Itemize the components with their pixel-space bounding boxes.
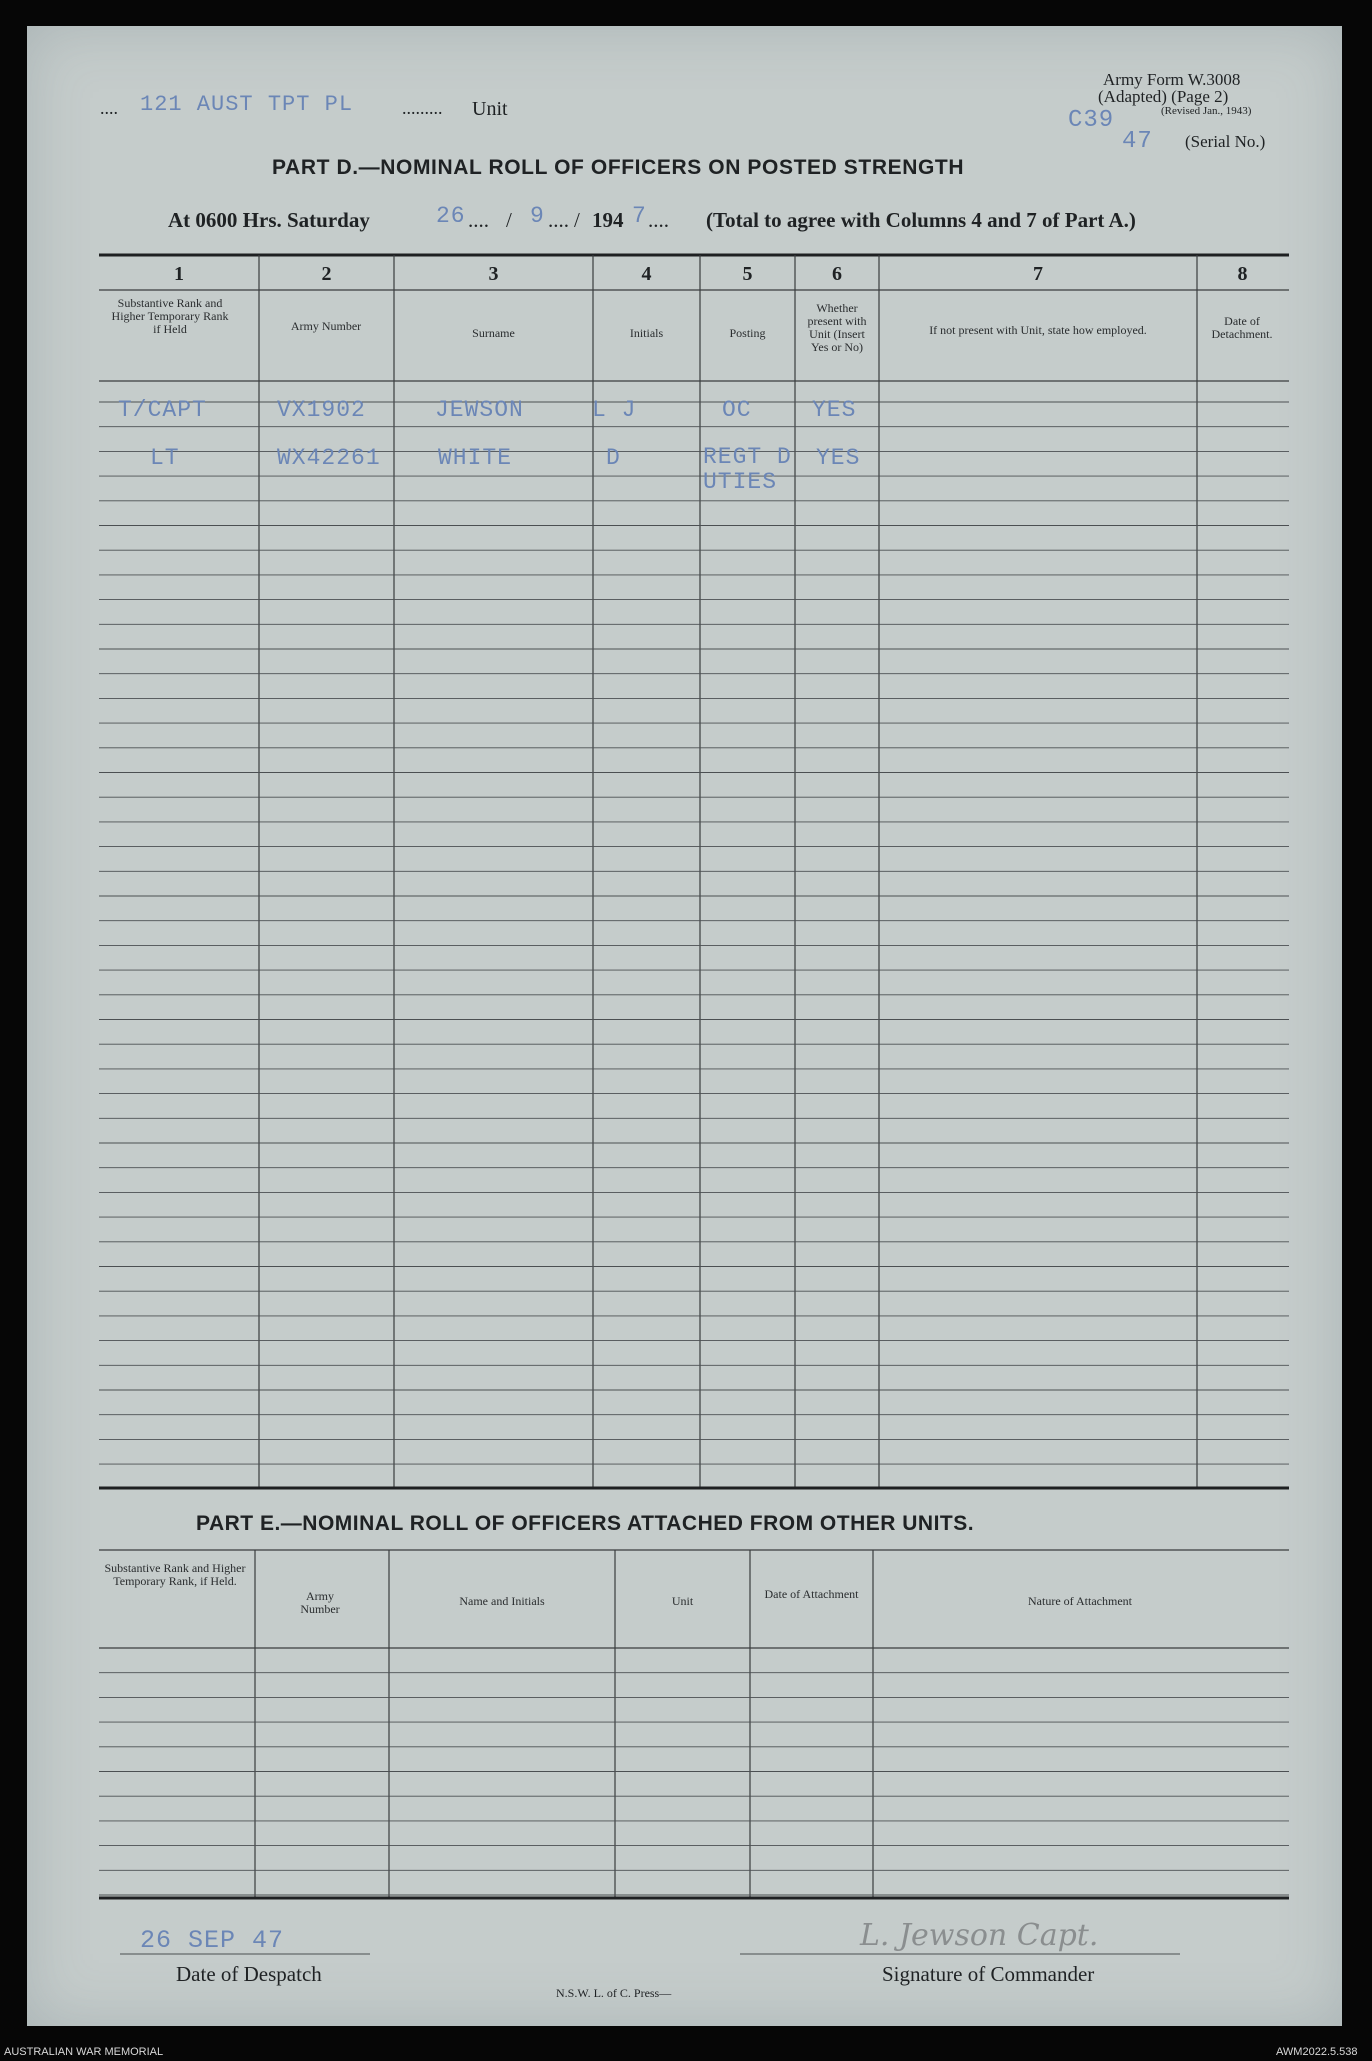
despatch-date: 26 SEP 47 (140, 1926, 285, 1955)
col-number-8: 8 (1237, 263, 1248, 285)
row-1-posting: OC (722, 397, 752, 423)
date-dots-2: .... (548, 208, 569, 232)
part-d-title: PART D.—NOMINAL ROLL OF OFFICERS ON POSTED STRENGTH (272, 156, 965, 179)
serial-typed: C39 (1068, 107, 1115, 134)
col-header-posting: Posting (729, 326, 766, 340)
row-2-initials: D (606, 445, 621, 471)
row-2-rank: LT (150, 445, 180, 471)
printer-imprint: N.S.W. L. of C. Press— (556, 1986, 672, 2000)
row-2-number: WX42261 (277, 445, 381, 471)
e-col-header-date: Date of Attachment (764, 1587, 859, 1601)
date-year-digit: 7 (632, 203, 647, 229)
row-2-present: YES (816, 445, 861, 471)
row-1-rank: T/CAPT (118, 397, 207, 423)
col-header-rank: Substantive Rank and Higher Temporary Rank if Held (111, 296, 229, 336)
e-col-header-army-number: Army Number (300, 1589, 340, 1616)
date-sep-1: / (506, 208, 512, 232)
date-sep-2: / (574, 208, 580, 232)
col-number-1: 1 (174, 263, 184, 285)
e-col-header-name: Name and Initials (459, 1594, 545, 1608)
unit-leader: .... (100, 98, 118, 118)
date-day: 26 (436, 203, 466, 229)
e-col-header-unit: Unit (671, 1594, 694, 1608)
col-header-employed: If not present with Unit, state how employed. (929, 323, 1147, 337)
col-number-7: 7 (1033, 263, 1043, 285)
part-e-title: PART E.—NOMINAL ROLL OF OFFICERS ATTACHED FROM OTHER UNITS. (196, 1512, 975, 1535)
col-header-army-number: Army Number (290, 319, 362, 333)
col-header-surname: Surname (472, 326, 515, 340)
e-col-header-rank: Substantive Rank and Higher Temporary Rank, if Held. (104, 1561, 246, 1588)
total-note: (Total to agree with Columns 4 and 7 of Part A.) (706, 208, 1136, 232)
col-number-2: 2 (321, 263, 332, 285)
row-1-number: VX1902 (277, 397, 366, 423)
col-header-present: Whether present with Unit (Insert Yes or No) (807, 301, 867, 354)
form-adapted: (Adapted) (Page 2) (1098, 87, 1229, 106)
date-dots-1: .... (468, 208, 489, 232)
col-header-detachment: Date of Detachment. (1211, 314, 1273, 341)
signature-label: Signature of Commander (882, 1962, 1095, 1986)
unit-trailing: ......... (402, 98, 443, 118)
at-prefix: At 0600 Hrs. Saturday (168, 208, 370, 232)
unit-label: Unit (472, 98, 508, 120)
col-number-4: 4 (641, 263, 652, 285)
date-dots-3: .... (648, 208, 669, 232)
date-month: 9 (530, 203, 545, 229)
form-designation: Army Form W.3008 (1103, 70, 1241, 89)
form-revised: (Revised Jan., 1943) (1161, 105, 1252, 117)
serial-label: (Serial No.) (1185, 132, 1266, 151)
row-2-surname: WHITE (438, 445, 513, 471)
despatch-label: Date of Despatch (176, 1962, 322, 1986)
col-number-6: 6 (832, 263, 842, 285)
archive-reference: AWM2022.5.538 (1276, 2046, 1358, 2058)
archive-credit: AUSTRALIAN WAR MEMORIAL (4, 2046, 164, 2058)
date-year-prefix: 194 (592, 208, 624, 232)
col-number-5: 5 (742, 263, 753, 285)
col-header-initials: Initials (629, 326, 664, 340)
unit-value: 121 AUST TPT PL (140, 92, 354, 117)
row-1-initials: L J (592, 397, 637, 423)
serial-handwritten: 47 (1122, 128, 1153, 155)
col-number-3: 3 (488, 263, 499, 285)
row-1-present: YES (812, 397, 857, 423)
e-col-header-nature: Nature of Attachment (1028, 1594, 1132, 1608)
row-2-posting: REGT DUTIES (703, 444, 792, 495)
commander-signature: L. Jewson Capt. (860, 1918, 1099, 1953)
row-1-surname: JEWSON (435, 397, 524, 423)
